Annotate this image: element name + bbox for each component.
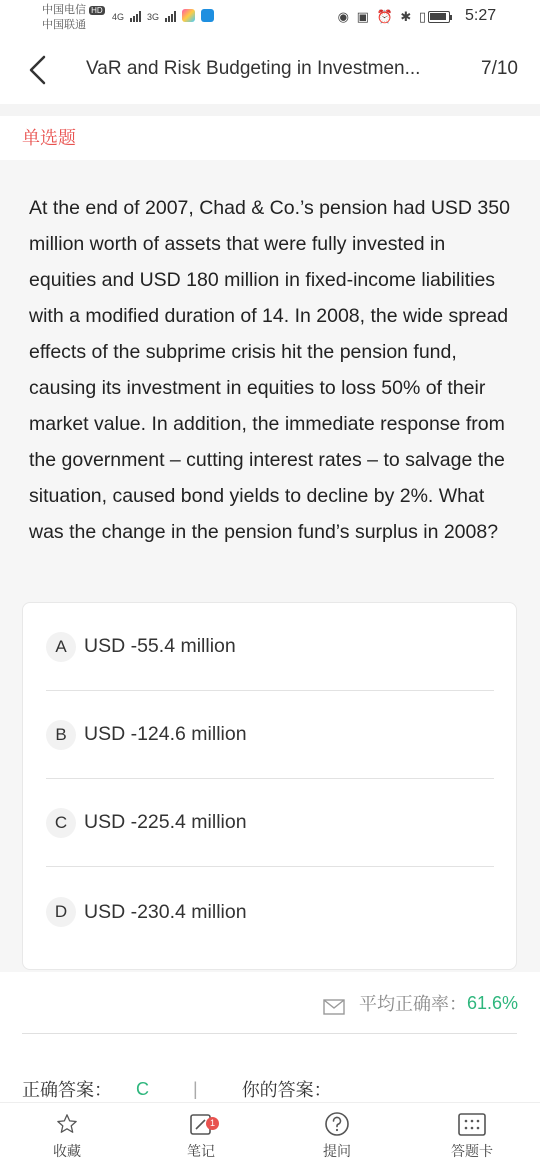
- answer-divider: |: [193, 1078, 198, 1099]
- question-text: At the end of 2007, Chad & Co.’s pension had USD 350 million worth of assets that were fully invested in equities and USD 180 million in fixed-income liabilities with a modified duration of 14. In 2008, the wide spread effects of the subprime crisis hit the pension fund, causing its investment in equities to loss 50% of their market value. In addition, the immediate response from the government – cutting interest rates – to salvage the situation, caused bond yields to decline by 2%. What was the change in the pension fund’s surplus in 2008?: [29, 197, 510, 543]
- option-letter: A: [46, 632, 76, 662]
- tab-ask-label: 提问: [323, 1143, 351, 1159]
- status-bar: [0, 0, 540, 36]
- nfc-icon: ▣: [356, 9, 371, 24]
- carrier-1: 中国电信: [42, 4, 86, 16]
- option-text: USD -124.6 million: [84, 723, 247, 745]
- back-arrow-icon[interactable]: [24, 54, 54, 86]
- tab-notes[interactable]: [161, 1111, 241, 1161]
- net-4g-label: 4G: [112, 12, 125, 22]
- option-text: USD -230.4 million: [84, 900, 247, 923]
- tab-ask[interactable]: [297, 1111, 377, 1161]
- notes-badge: 1: [206, 1117, 219, 1130]
- option-c[interactable]: [46, 779, 494, 867]
- hd-tag: HD: [91, 6, 103, 15]
- section-divider: [0, 104, 540, 116]
- carrier-info: [42, 3, 105, 33]
- alarm-icon: ⏰: [376, 9, 395, 24]
- network-icons: [112, 9, 214, 22]
- option-d[interactable]: [46, 868, 494, 956]
- battery-icon: [428, 11, 450, 23]
- tab-notes-label: 笔记: [187, 1143, 215, 1159]
- option-letter: D: [46, 897, 76, 927]
- accuracy-value: 61.6%: [466, 992, 518, 1013]
- correct-answer-value: C: [136, 1078, 149, 1099]
- signal-icon-2: [165, 10, 176, 22]
- option-a[interactable]: [46, 603, 494, 691]
- tab-favorite[interactable]: [27, 1111, 107, 1161]
- question-mark-icon: [324, 1111, 350, 1137]
- option-letter: B: [46, 720, 76, 750]
- option-b[interactable]: [46, 691, 494, 779]
- answer-card-grid-icon: [457, 1111, 487, 1137]
- star-icon: [56, 1113, 78, 1135]
- tab-favorite-label: 收藏: [53, 1143, 81, 1159]
- accuracy-label: 平均正确率：: [358, 994, 467, 1014]
- battery-nub: [450, 15, 452, 20]
- clock: 5:27: [465, 7, 497, 24]
- correct-answer-label: 正确答案：: [22, 1080, 112, 1100]
- tab-answer-card[interactable]: [432, 1111, 512, 1161]
- question-type-label: 单选题: [22, 128, 76, 148]
- carrier-2: 中国联通: [42, 19, 86, 31]
- mail-icon: [323, 999, 345, 1015]
- bottom-tab-bar: [0, 1102, 540, 1170]
- nav-bar: [0, 36, 540, 104]
- page-title: VaR and Risk Budgeting in Investmen...: [86, 58, 421, 79]
- option-text: USD -55.4 million: [84, 635, 236, 657]
- option-text: USD -225.4 million: [84, 811, 247, 833]
- options-card: [22, 602, 517, 970]
- vibrate-icon: ▯: [418, 9, 428, 24]
- net-3g-label: 3G: [147, 12, 160, 22]
- answer-row: [22, 1076, 522, 1102]
- average-accuracy: [323, 990, 518, 1016]
- divider-line: [22, 1033, 517, 1034]
- bluetooth-icon: ✱: [400, 9, 414, 24]
- question-progress: 7/10: [481, 58, 518, 79]
- tab-answer-card-label: 答题卡: [451, 1143, 493, 1159]
- eye-icon: ◉: [337, 9, 351, 24]
- your-answer-label: 你的答案：: [241, 1080, 332, 1100]
- app-notification-icon-2: [201, 9, 214, 22]
- system-icons: [338, 9, 428, 25]
- option-letter: C: [46, 808, 76, 838]
- signal-icon: [130, 10, 141, 22]
- app-notification-icon: [182, 9, 195, 22]
